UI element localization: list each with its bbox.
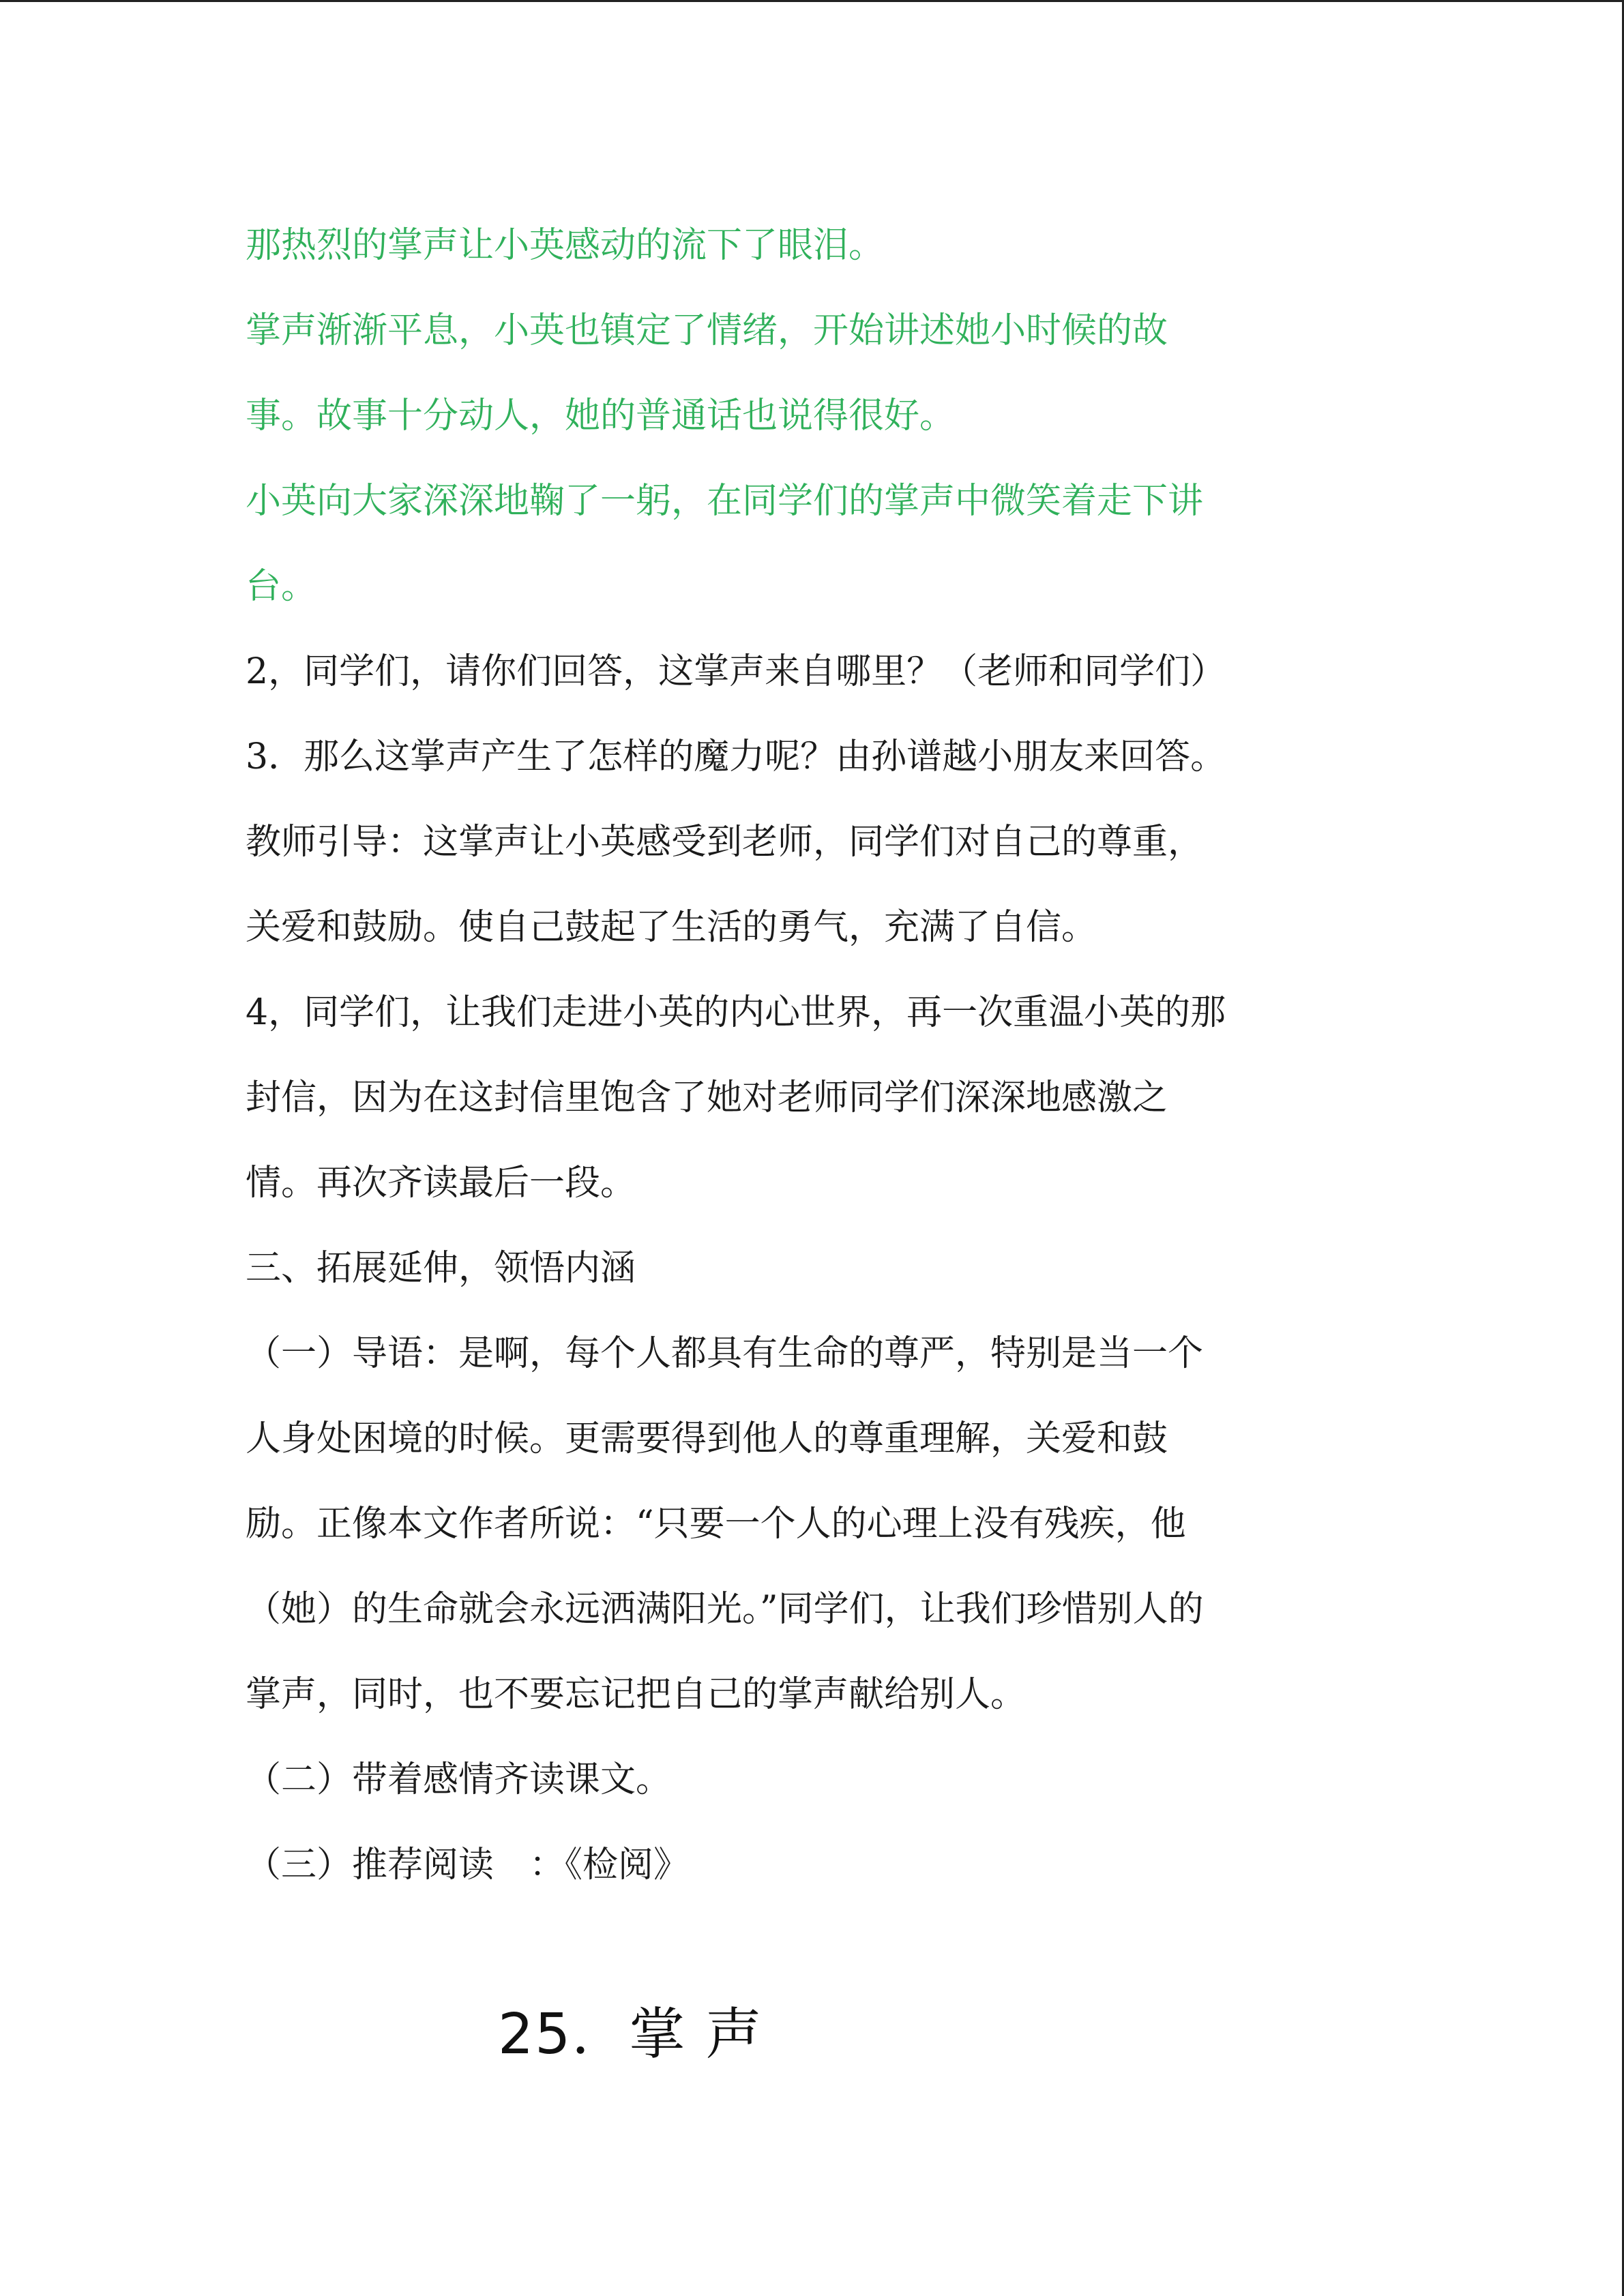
text-line: 教师引导：这掌声让小英感受到老师，同学们对自己的尊重， [246, 822, 1204, 863]
text-line: 情。再次齐读最后一段。 [246, 1163, 636, 1204]
text-line: 掌声渐渐平息，小英也镇定了情绪，开始讲述她小时候的故 [246, 310, 1168, 351]
text-line: 3．那么这掌声产生了怎样的魔力呢？由孙谱越小朋友来回答。 [246, 736, 1226, 777]
text-line: 那热烈的掌声让小英感动的流下了眼泪。 [246, 225, 885, 266]
text-line: 掌声，同时，也不要忘记把自己的掌声献给别人。 [246, 1674, 1027, 1715]
text-line: （二）带着感情齐读课文。 [246, 1759, 672, 1800]
text-line: 人身处困境的时候。更需要得到他人的尊重理解，关爱和鼓 [246, 1418, 1168, 1459]
text-line: 封信，因为在这封信里饱含了她对老师同学们深深地感激之 [246, 1077, 1168, 1118]
text-line: 4，同学们，让我们走进小英的内心世界，再一次重温小英的那 [246, 992, 1226, 1033]
text-line: 小英向大家深深地鞠了一躬，在同学们的掌声中微笑着走下讲 [246, 481, 1204, 522]
text-line: （三）推荐阅读 ：《检阅》 [246, 1845, 690, 1885]
section-heading: 三、拓展延伸，领悟内涵 [246, 1248, 636, 1289]
text-line: 励。正像本文作者所说：“只要一个人的心理上没有残疾，他 [246, 1504, 1186, 1545]
text-line: （一）导语：是啊，每个人都具有生命的尊严，特别是当一个 [246, 1333, 1204, 1374]
document-body [246, 203, 1405, 1908]
text-line: 事。故事十分动人，她的普通话也说得很好。 [246, 396, 956, 436]
text-line: 关爱和鼓励。使自己鼓起了生活的勇气，充满了自信。 [246, 907, 1097, 948]
lesson-title: 25．掌 声 [498, 2002, 763, 2067]
text-line: （她）的生命就会永远洒满阳光。”同学们，让我们珍惜别人的 [246, 1589, 1204, 1630]
text-line: 2，同学们，请你们回答，这掌声来自哪里？（老师和同学们） [246, 651, 1226, 692]
text-line: 台。 [246, 566, 317, 607]
